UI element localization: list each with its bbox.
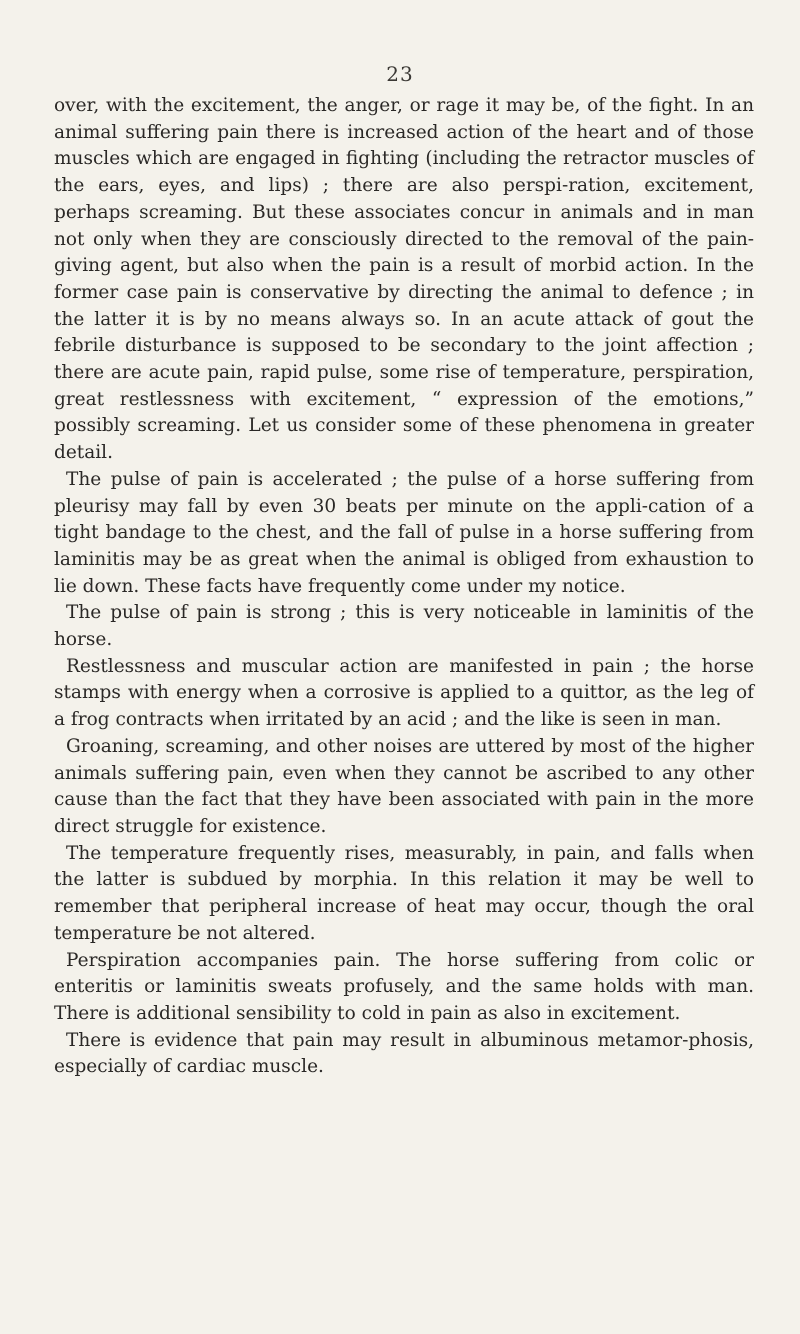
paragraph-5: Groaning, screaming, and other noises are uttered by most of the higher animals suffering pain, even when they cannot be ascribed to any other cause than the fact that they have been associated with pain in the more direct struggle for existence. (54, 735, 754, 837)
paragraph-2: The pulse of pain is accelerated ; the pulse of a horse suffering from pleurisy may fall by even 30 beats per minute on the appli-cation of a tight bandage to the chest, and the fall of pulse in a horse suffering from laminitis may be as great when the animal is obliged from exhaustion to lie down. These facts have frequently come under my notice. (54, 468, 754, 597)
page-body (54, 93, 754, 1081)
paragraph-1: over, with the excitement, the anger, or rage it may be, of the fight. In an animal suffering pain there is increased action of the heart and of those muscles which are engaged in fighting (including the retractor muscles of the ears, eyes, and lips) ; there are also perspi-ration, excitement, perhaps screaming. But these associates concur in animals and in man not only when they are consciously directed to the removal of the pain-giving agent, but also when the pain is a result of morbid action. In the former case pain is conservative by directing the animal to defence ; in the latter it is by no means always so. In an acute attack of gout the febrile disturbance is supposed to be secondary to the joint affection ; there are acute pain, rapid pulse, some rise of temperature, perspiration, great restlessness with excitement, “ expression of the emotions,” possibly screaming. Let us consider some of these phenomena in greater detail. (54, 95, 754, 464)
paragraph-8: There is evidence that pain may result in albuminous metamor-phosis, especially of cardiac muscle. (54, 1029, 754, 1078)
paragraph-6: The temperature frequently rises, measurably, in pain, and falls when the latter is subdued by morphia. In this relation it may be well to remember that peripheral increase of heat may occur, though the oral temperature be not altered. (54, 842, 754, 944)
paragraph-3: The pulse of pain is strong ; this is very noticeable in laminitis of the horse. (54, 602, 754, 651)
page-number: 23 (386, 62, 414, 86)
paragraph-7: Perspiration accompanies pain. The horse suffering from colic or enteritis or laminitis sweats profusely, and the same holds with man. There is additional sensibility to cold in pain as also in excitement. (54, 949, 754, 1024)
paragraph-4: Restlessness and muscular action are manifested in pain ; the horse stamps with energy when a corrosive is applied to a quittor, as the leg of a frog contracts when irritated by an acid ; and the like is seen in man. (54, 655, 754, 731)
